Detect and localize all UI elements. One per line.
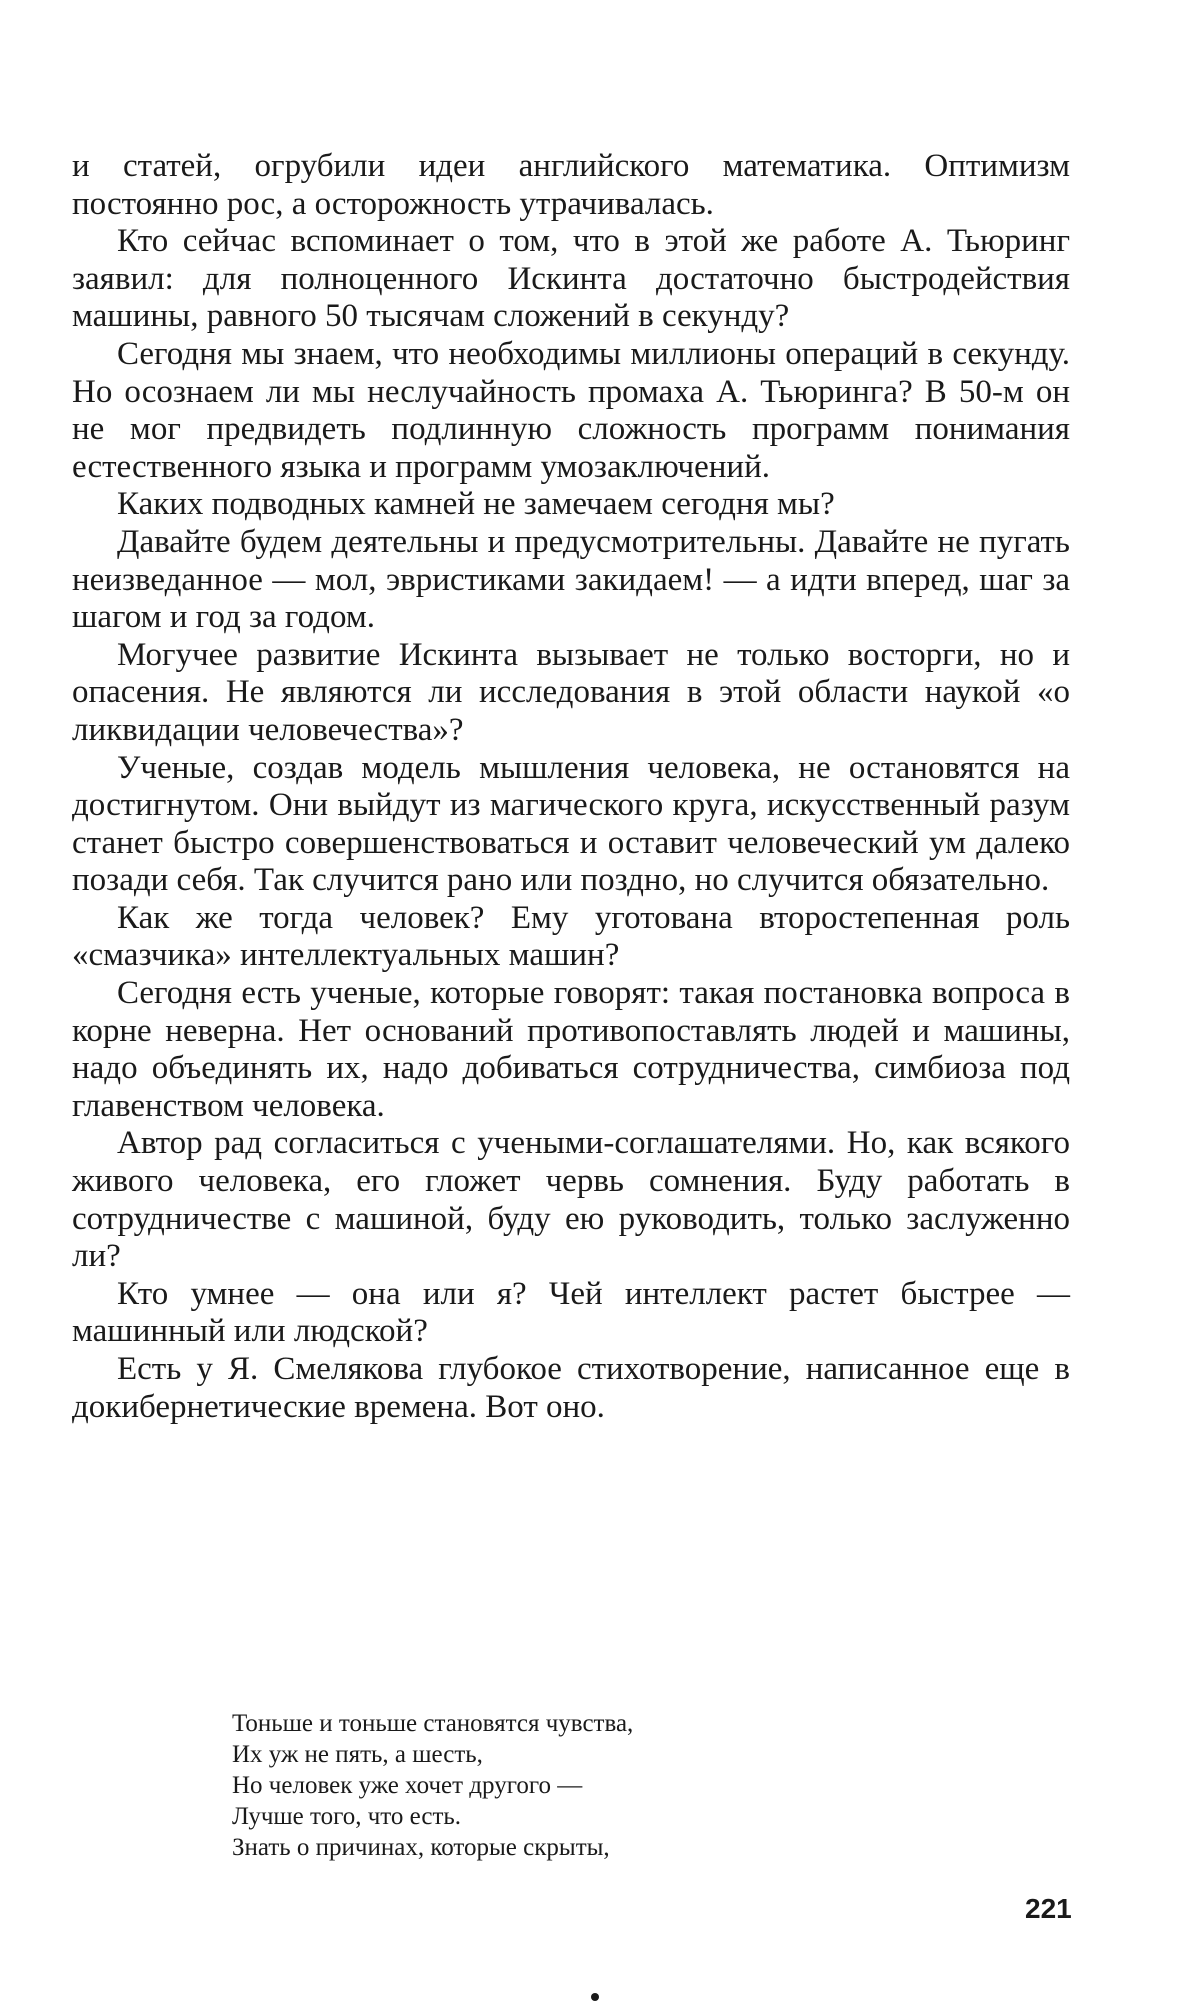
paragraph-2: Кто сейчас вспоминает о том, что в этой же работе А. Тьюринг заявил: для полноценного Искинта достаточно быстродействия машины, равного 50 тысячам сложений в секунду? — [72, 223, 1070, 335]
paragraph-8: Как же тогда человек? Ему уготована второстепенная роль «смазчика» интеллектуальных машин? — [72, 899, 1070, 974]
print-speck — [591, 1993, 599, 2001]
paragraph-5: Давайте будем деятельны и предусмотрительны. Давайте не пугать неизведанное — мол, эвристиками закидаем! — а идти вперед, шаг за шагом и год за годом. — [72, 523, 1070, 636]
poem-line-5: Знать о причинах, которые скрыты, — [232, 1834, 610, 1861]
paragraph-9: Сегодня есть ученые, которые говорят: такая постановка вопроса в корне неверна. Нет оснований противопоставлять людей и машины, надо объединять их, надо добиваться сотрудничества, симбиоза под главенством человека. — [72, 975, 1070, 1124]
poem-line-1: Тоньше и тоньше становятся чувства, — [232, 1710, 634, 1737]
paragraph-3: Сегодня мы знаем, что необходимы миллионы операций в секунду. Но осознаем ли мы неслучайность промаха А. Тьюринга? В 50-м он не мог предвидеть подлинную сложность программ понимания естественного языка и программ умозаключений. — [72, 335, 1070, 485]
paragraph-11: Кто умнее — она или я? Чей интеллект растет быстрее — машинный или людской? — [72, 1275, 1070, 1350]
body-text — [72, 148, 1070, 1426]
paragraph-10: Автор рад согласиться с учеными-соглашателями. Но, как всякого живого человека, его гложет червь сомнения. Буду работать в сотрудничестве с машиной, буду ею руководить, только заслуженно ли? — [72, 1125, 1070, 1275]
paragraph-7: Ученые, создав модель мышления человека, не остановятся на достигнутом. Они выйдут из магического круга, искусственный разум станет быстро совершенствоваться и оставит человеческий ум далеко позади себя. Так случится рано или поздно, но случится обязательно. — [72, 749, 1070, 899]
poem-excerpt — [232, 1708, 932, 1863]
paragraph-6: Могучее развитие Искинта вызывает не только восторги, но и опасения. Не являются ли исследования в этой области наукой «о ликвидации человечества»? — [72, 636, 1070, 748]
paragraph-12: Есть у Я. Смелякова глубокое стихотворение, написанное еще в докибернетические времена. Вот оно. — [72, 1351, 1070, 1425]
poem-line-3: Но человек уже хочет другого — — [232, 1772, 583, 1799]
poem-line-2: Их уж не пять, а шесть, — [232, 1741, 483, 1768]
page-number: 221 — [1025, 1893, 1072, 1924]
paragraph-1: и статей, огрубили идеи английского математика. Оптимизм постоянно рос, а осторожность утрачивалась. — [72, 148, 1070, 222]
poem-line-4: Лучше того, что есть. — [232, 1803, 462, 1830]
paragraph-4: Каких подводных камней не замечаем сегодня мы? — [117, 486, 835, 523]
